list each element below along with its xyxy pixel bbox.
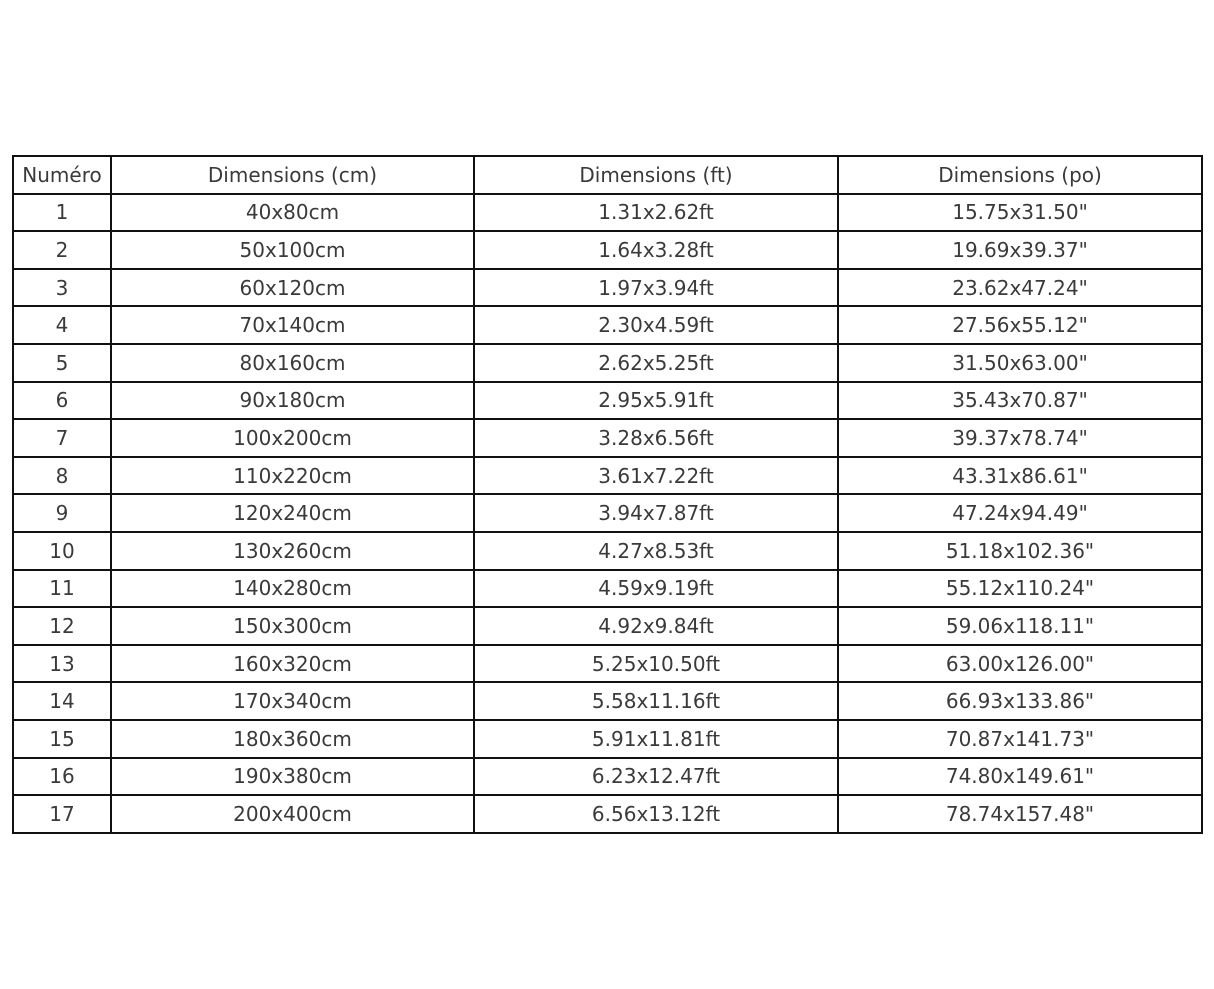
cell-ft: 1.97x3.94ft — [474, 269, 838, 307]
cell-cm: 90x180cm — [111, 382, 474, 420]
cell-cm: 80x160cm — [111, 344, 474, 382]
cell-po: 35.43x70.87" — [838, 382, 1202, 420]
cell-numero: 1 — [13, 194, 111, 232]
cell-numero: 2 — [13, 231, 111, 269]
cell-numero: 8 — [13, 457, 111, 495]
cell-po: 27.56x55.12" — [838, 306, 1202, 344]
table-row — [13, 382, 1202, 420]
cell-numero: 12 — [13, 607, 111, 645]
cell-ft: 6.56x13.12ft — [474, 795, 838, 833]
cell-ft: 5.25x10.50ft — [474, 645, 838, 683]
table-row — [13, 194, 1202, 232]
cell-numero: 10 — [13, 532, 111, 570]
cell-cm: 40x80cm — [111, 194, 474, 232]
table-row — [13, 344, 1202, 382]
cell-numero: 15 — [13, 720, 111, 758]
cell-ft: 5.58x11.16ft — [474, 682, 838, 720]
cell-po: 63.00x126.00" — [838, 645, 1202, 683]
cell-cm: 140x280cm — [111, 570, 474, 608]
cell-po: 70.87x141.73" — [838, 720, 1202, 758]
cell-cm: 160x320cm — [111, 645, 474, 683]
table-row — [13, 532, 1202, 570]
cell-numero: 3 — [13, 269, 111, 307]
header-numero: Numéro — [13, 156, 111, 194]
table-row — [13, 682, 1202, 720]
table-row — [13, 570, 1202, 608]
cell-ft: 3.28x6.56ft — [474, 419, 838, 457]
header-dimensions-po: Dimensions (po) — [838, 156, 1202, 194]
cell-numero: 13 — [13, 645, 111, 683]
cell-cm: 190x380cm — [111, 758, 474, 796]
table-row — [13, 758, 1202, 796]
cell-numero: 4 — [13, 306, 111, 344]
dimensions-table-container — [12, 155, 1203, 834]
cell-numero: 9 — [13, 494, 111, 532]
cell-cm: 50x100cm — [111, 231, 474, 269]
cell-cm: 70x140cm — [111, 306, 474, 344]
cell-numero: 14 — [13, 682, 111, 720]
table-row — [13, 607, 1202, 645]
cell-po: 23.62x47.24" — [838, 269, 1202, 307]
cell-ft: 1.31x2.62ft — [474, 194, 838, 232]
header-dimensions-ft: Dimensions (ft) — [474, 156, 838, 194]
cell-ft: 1.64x3.28ft — [474, 231, 838, 269]
table-row — [13, 231, 1202, 269]
table-body — [13, 194, 1202, 833]
cell-ft: 3.94x7.87ft — [474, 494, 838, 532]
cell-numero: 6 — [13, 382, 111, 420]
cell-cm: 110x220cm — [111, 457, 474, 495]
header-dimensions-cm: Dimensions (cm) — [111, 156, 474, 194]
cell-numero: 5 — [13, 344, 111, 382]
cell-cm: 100x200cm — [111, 419, 474, 457]
cell-cm: 150x300cm — [111, 607, 474, 645]
table-row — [13, 306, 1202, 344]
table-row — [13, 720, 1202, 758]
cell-cm: 60x120cm — [111, 269, 474, 307]
cell-cm: 170x340cm — [111, 682, 474, 720]
table-row — [13, 494, 1202, 532]
cell-numero: 17 — [13, 795, 111, 833]
cell-po: 47.24x94.49" — [838, 494, 1202, 532]
cell-cm: 200x400cm — [111, 795, 474, 833]
table-row — [13, 645, 1202, 683]
cell-ft: 3.61x7.22ft — [474, 457, 838, 495]
table-row — [13, 419, 1202, 457]
cell-po: 78.74x157.48" — [838, 795, 1202, 833]
cell-ft: 5.91x11.81ft — [474, 720, 838, 758]
cell-po: 55.12x110.24" — [838, 570, 1202, 608]
cell-numero: 7 — [13, 419, 111, 457]
cell-po: 43.31x86.61" — [838, 457, 1202, 495]
cell-ft: 2.62x5.25ft — [474, 344, 838, 382]
cell-po: 31.50x63.00" — [838, 344, 1202, 382]
cell-po: 59.06x118.11" — [838, 607, 1202, 645]
cell-numero: 16 — [13, 758, 111, 796]
dimensions-table — [12, 155, 1203, 834]
cell-po: 19.69x39.37" — [838, 231, 1202, 269]
cell-numero: 11 — [13, 570, 111, 608]
cell-po: 66.93x133.86" — [838, 682, 1202, 720]
table-row — [13, 457, 1202, 495]
cell-po: 15.75x31.50" — [838, 194, 1202, 232]
cell-cm: 180x360cm — [111, 720, 474, 758]
cell-po: 39.37x78.74" — [838, 419, 1202, 457]
cell-cm: 130x260cm — [111, 532, 474, 570]
cell-ft: 2.95x5.91ft — [474, 382, 838, 420]
cell-po: 51.18x102.36" — [838, 532, 1202, 570]
cell-cm: 120x240cm — [111, 494, 474, 532]
cell-ft: 6.23x12.47ft — [474, 758, 838, 796]
cell-ft: 4.27x8.53ft — [474, 532, 838, 570]
table-row — [13, 795, 1202, 833]
table-row — [13, 269, 1202, 307]
cell-ft: 2.30x4.59ft — [474, 306, 838, 344]
cell-po: 74.80x149.61" — [838, 758, 1202, 796]
cell-ft: 4.59x9.19ft — [474, 570, 838, 608]
cell-ft: 4.92x9.84ft — [474, 607, 838, 645]
header-row — [13, 156, 1202, 194]
